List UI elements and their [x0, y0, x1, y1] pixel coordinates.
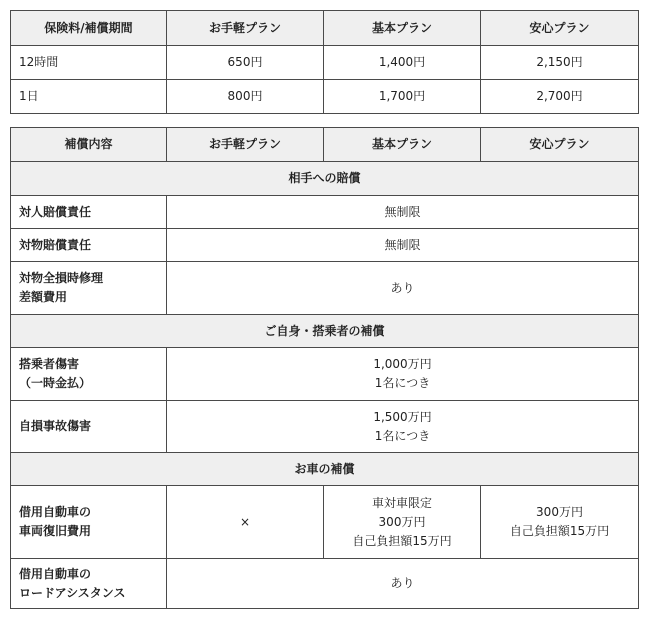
header-coverage: 補償内容 — [11, 128, 167, 162]
section-row — [11, 315, 639, 348]
label-line: 搭乗者傷害 — [19, 357, 80, 371]
row-value — [167, 348, 639, 401]
value-line: 自己負担額15万円 — [352, 533, 452, 548]
label-line: （一時金払） — [19, 376, 92, 390]
header-anshin-plan: 安心プラン — [481, 128, 639, 162]
value-line: 1,000万円 — [373, 357, 432, 371]
label-line: 対物全損時修理 — [19, 271, 104, 285]
value-line: 自己負担額15万円 — [509, 524, 610, 538]
section-row — [11, 162, 639, 196]
row-label — [11, 486, 167, 559]
table-row — [11, 262, 639, 315]
section-other-party: 相手への賠償 — [11, 162, 639, 196]
coverage-table — [10, 127, 639, 609]
table-header-row — [11, 128, 639, 162]
value-line: 1,500万円 — [373, 409, 432, 424]
section-vehicle: お車の補償 — [11, 453, 639, 486]
row-label: 対物賠償責任 — [11, 229, 167, 262]
plan-value — [481, 486, 639, 559]
price-cell: 1,700円 — [324, 80, 481, 114]
price-cell: 2,700円 — [481, 80, 639, 114]
value-line: 1名につき — [374, 428, 431, 443]
price-cell: 2,150円 — [481, 46, 639, 80]
price-cell: 650円 — [167, 46, 324, 80]
table-row — [11, 486, 639, 559]
row-value: 無制限 — [167, 229, 639, 262]
label-line: 差額費用 — [19, 290, 68, 304]
period-cell: 12時間 — [11, 46, 167, 80]
row-label — [11, 559, 167, 609]
header-period: 保険料/補償期間 — [11, 11, 167, 46]
label-line: ロードアシスタンス — [19, 585, 126, 600]
premium-table — [10, 10, 639, 114]
not-covered-mark: × — [167, 486, 324, 559]
value-line: 車対車限定 — [371, 495, 432, 510]
price-cell: 800円 — [167, 80, 324, 114]
value-line: 300万円 — [378, 514, 426, 529]
header-otegaru-plan: お手軽プラン — [167, 11, 324, 46]
plan-value — [324, 486, 481, 559]
header-otegaru-plan: お手軽プラン — [167, 128, 324, 162]
section-self-passengers: ご自身・搭乗者の補償 — [11, 315, 639, 348]
row-value: 無制限 — [167, 196, 639, 229]
table-header-row — [11, 11, 639, 46]
row-label: 対人賠償責任 — [11, 196, 167, 229]
header-anshin-plan: 安心プラン — [481, 11, 639, 46]
row-label — [11, 348, 167, 401]
label-line: 借用自動車の — [19, 566, 92, 581]
header-kihon-plan: 基本プラン — [324, 11, 481, 46]
price-cell: 1,400円 — [324, 46, 481, 80]
table-row — [11, 401, 639, 453]
value-line: 1名につき — [374, 376, 431, 390]
label-line: 借用自動車の — [19, 505, 92, 519]
value-line: 300万円 — [536, 505, 583, 519]
table-row — [11, 80, 639, 114]
period-cell: 1日 — [11, 80, 167, 114]
row-value — [167, 401, 639, 453]
row-label: 自損事故傷害 — [11, 401, 167, 453]
table-row — [11, 559, 639, 609]
label-line: 車両復旧費用 — [19, 524, 92, 538]
row-value: あり — [167, 262, 639, 315]
table-row — [11, 196, 639, 229]
table-row — [11, 348, 639, 401]
row-value: あり — [167, 559, 639, 609]
row-label — [11, 262, 167, 315]
header-kihon-plan: 基本プラン — [324, 128, 481, 162]
section-row — [11, 453, 639, 486]
table-row — [11, 46, 639, 80]
table-row — [11, 229, 639, 262]
